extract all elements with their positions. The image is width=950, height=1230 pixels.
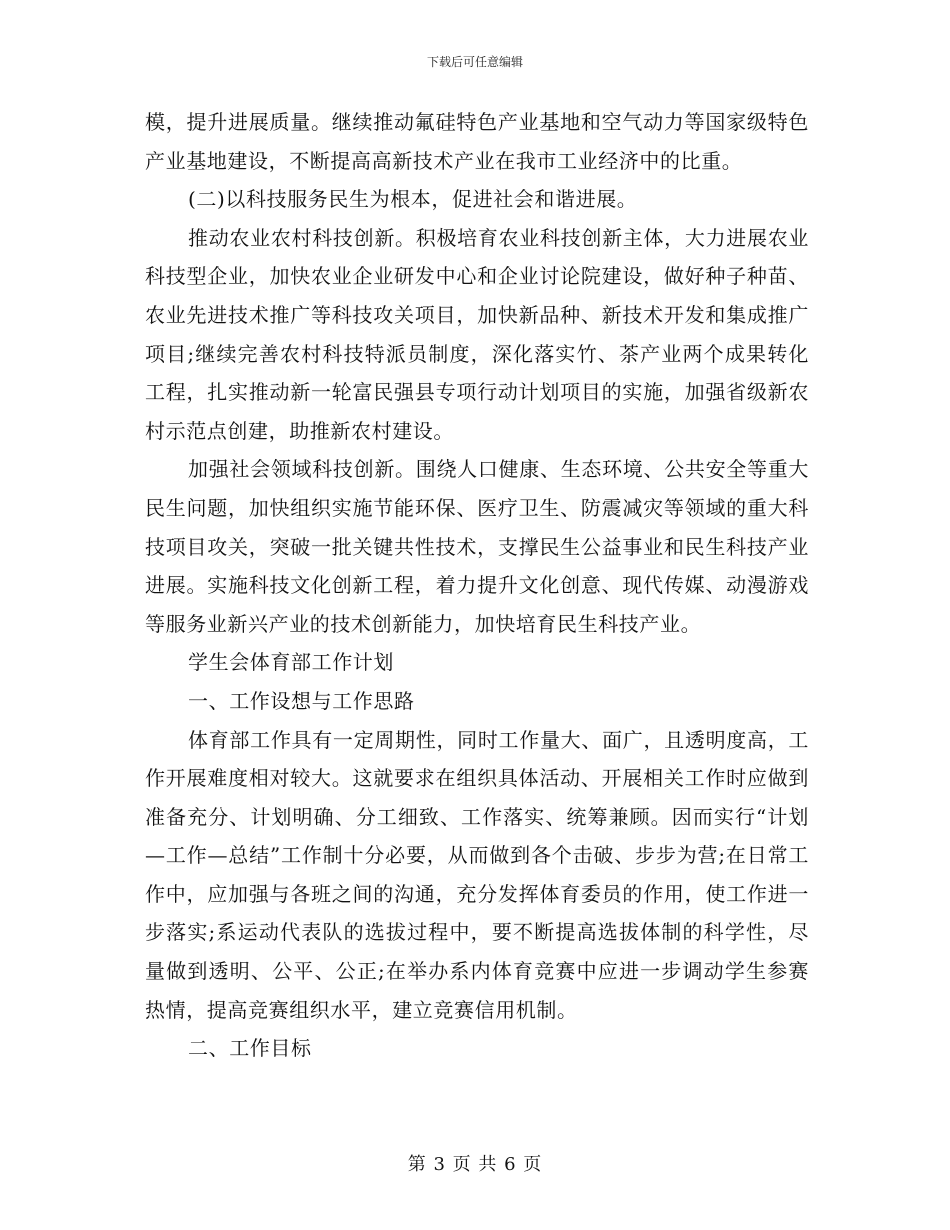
section-heading: 一、工作设想与工作思路 xyxy=(188,688,415,713)
paragraph: 推动农业农村科技创新。积极培育农业科技创新主体，大力进展农业科技型企业，加快农业企业研发中心和企业讨论院建设，做好种子种苗、农业先进技术推广等科技攻关项目，加快新品种、新技术开发和集成推广项目;继续完善农村科技特派员制度，深化落实竹、茶产业两个成果转化工程，扎实推动新一轮富民强县专项行动计划项目的实施，加强省级新农村示范点创建，助推新农村建设。 xyxy=(145,225,810,443)
page-header: 下载后可任意编辑 xyxy=(426,55,523,69)
paragraph: 加强社会领域科技创新。围绕人口健康、生态环境、公共安全等重大民生问题，加快组织实施节能环保、医疗卫生、防震减灾等领域的重大科技项目攻关，突破一批关键共性技术，支撑民生公益事业和民生科技产业进展。实施科技文化创新工程，着力提升文化创意、现代传媒、动漫游戏等服务业新兴产业的技术创新能力，加快培育民生科技产业。 xyxy=(145,457,809,636)
paragraph: 体育部工作具有一定周期性，同时工作量大、面广，且透明度高，工作开展难度相对较大。这就要求在组织具体活动、开展相关工作时应做到准备充分、计划明确、分工细致、工作落实、统筹兼顾。因而实行“计划—工作—总结”工作制十分必要，从而做到各个击破、步步为营;在日常工作中，应加强与各班之间的沟通，充分发挥体育委员的作用，使工作进一步落实;系运动代表队的选拔过程中，要不断提高选拔体制的科学性，尽量做到透明、公平、公正;在举办系内体育竞赛中应进一步调动学生参赛热情，提高竞赛组织水平，建立竞赛信用机制。 xyxy=(145,727,809,1022)
document-title: 学生会体育部工作计划 xyxy=(188,650,394,675)
section-heading: 二、工作目标 xyxy=(188,1036,312,1061)
document-body xyxy=(145,103,809,1068)
section-heading: (二)以科技服务民生为根本，促进社会和谐进展。 xyxy=(188,187,638,212)
page-number: 第 3 页 共 6 页 xyxy=(407,1154,543,1175)
paragraph: 模，提升进展质量。继续推动氟硅特色产业基地和空气动力等国家级特色产业基地建设，不断提高高新技术产业在我市工业经济中的比重。 xyxy=(145,110,809,173)
